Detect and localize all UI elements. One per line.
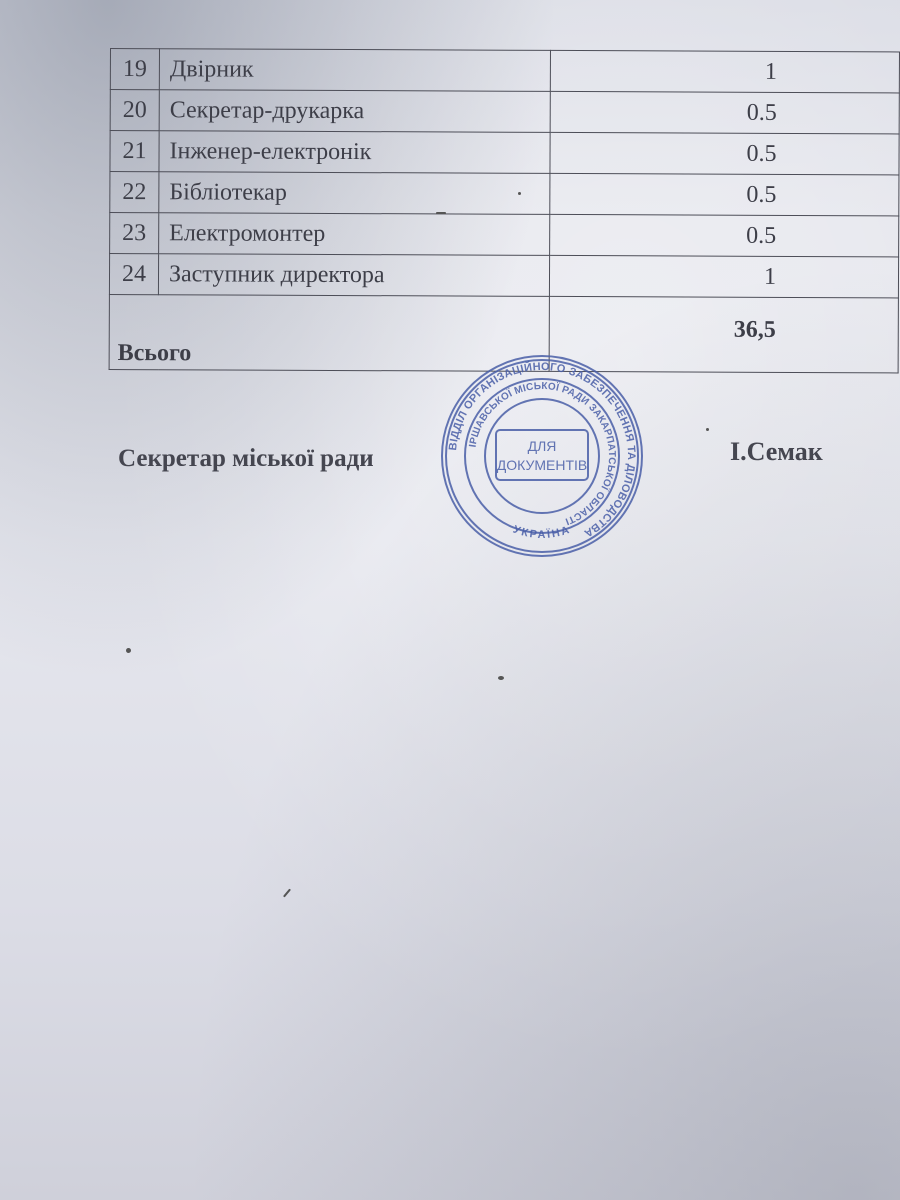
stamp-country-text: УКРАЇНА bbox=[511, 523, 573, 542]
row-number: 19 bbox=[110, 49, 159, 90]
table-row bbox=[110, 172, 899, 216]
row-number: 20 bbox=[110, 90, 159, 131]
position-rate: 0.5 bbox=[550, 214, 899, 257]
row-number: 22 bbox=[110, 172, 159, 213]
stamp-outer-text: ВІДДІЛ ОРГАНІЗАЦІЙНОГО ЗАБЕЗПЕЧЕННЯ ТА ДІЛОВОДСТВА bbox=[447, 360, 638, 540]
stamp-inner-text: ІРШАВСЬКОЇ МІСЬКОЇ РАДИ ЗАКАРПАТСЬКОЇ ОБЛАСТІ bbox=[467, 380, 618, 527]
table-row bbox=[110, 90, 899, 134]
stamp-center-line1: ДЛЯ bbox=[527, 438, 557, 454]
ink-speck bbox=[436, 212, 446, 214]
position-name: Інженер-електронік bbox=[159, 131, 550, 174]
table-row bbox=[110, 49, 899, 93]
table-row bbox=[109, 254, 898, 298]
position-rate: 1 bbox=[549, 255, 898, 298]
stamp-middle-ring bbox=[465, 379, 619, 533]
position-name: Заступник директора bbox=[158, 254, 549, 297]
ink-speck bbox=[498, 676, 504, 680]
table-row bbox=[110, 213, 899, 257]
row-number: 23 bbox=[110, 213, 159, 254]
ink-speck bbox=[706, 428, 709, 431]
ink-speck bbox=[518, 192, 521, 195]
table-row bbox=[110, 131, 899, 175]
svg-text:УКРАЇНА bbox=[511, 524, 572, 542]
position-rate: 1 bbox=[550, 50, 899, 93]
row-number: 21 bbox=[110, 131, 159, 172]
row-number: 24 bbox=[109, 254, 158, 295]
signatory-name: І.Семак bbox=[730, 437, 823, 466]
staff-table bbox=[109, 48, 900, 373]
position-name: Бібліотекар bbox=[159, 172, 550, 215]
position-rate: 0.5 bbox=[550, 132, 899, 175]
signatory-position: Секретар міської ради bbox=[118, 445, 374, 472]
ink-speck bbox=[126, 648, 131, 653]
position-name: Секретар-друкарка bbox=[159, 90, 550, 133]
total-label: Всього bbox=[109, 294, 549, 371]
position-name: Електромонтер bbox=[159, 213, 550, 256]
ink-speck bbox=[283, 889, 291, 898]
position-rate: 0.5 bbox=[550, 173, 899, 216]
stamp-center-line2: ДОКУМЕНТІВ bbox=[496, 457, 588, 473]
position-rate: 0.5 bbox=[550, 91, 899, 134]
total-value: 36,5 bbox=[549, 296, 898, 373]
position-name: Двірник bbox=[159, 49, 550, 92]
official-stamp bbox=[438, 352, 646, 560]
stamp-inner-ring bbox=[485, 399, 599, 513]
